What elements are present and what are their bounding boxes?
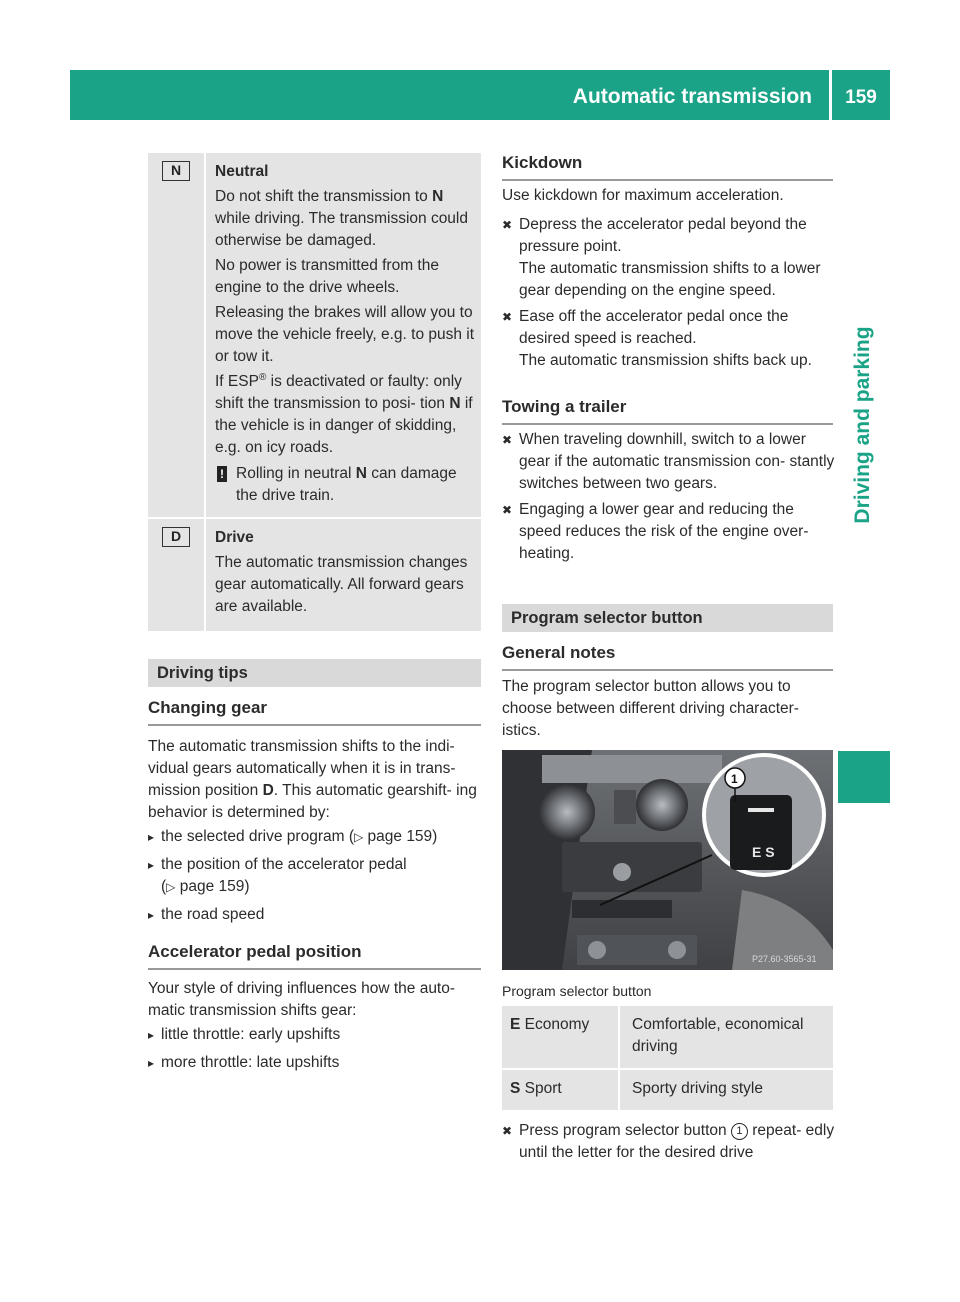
changing-gear-list bbox=[148, 826, 481, 932]
warning-note: ! Rolling in neutral N can damage the drive train. bbox=[215, 463, 475, 507]
step-item: ✖ When traveling downhill, switch to a lower gear if the automatic transmission con- stantly switches between two gears. bbox=[502, 429, 837, 495]
chapter-title: Automatic transmission bbox=[572, 85, 812, 108]
page-ref-arrow-icon: ▷ bbox=[353, 830, 364, 844]
step-item: ✖ Press program selector button 1 repeat- edly until the letter for the desired drive bbox=[502, 1120, 837, 1164]
warning-icon: ! bbox=[217, 466, 227, 482]
towing-steps bbox=[502, 429, 837, 569]
step-item: ✖ Ease off the accelerator pedal once the desired speed is reached. The automatic transmission shifts back up. bbox=[502, 306, 837, 372]
program-selector-paragraph: The program selector button allows you to choose between different driving character- istics. bbox=[502, 678, 799, 739]
side-tab bbox=[837, 125, 889, 745]
table-row: S Sport Sporty driving style bbox=[502, 1070, 833, 1112]
list-item: ▸ the selected drive program (▷ page 159) bbox=[148, 826, 481, 848]
gear-paragraph: No power is transmitted from the engine to the drive wheels. bbox=[215, 257, 439, 296]
gear-paragraph: The automatic transmission changes gear automatically. All forward gears are available. bbox=[215, 554, 468, 615]
list-item: ▸ little throttle: early upshifts bbox=[148, 1024, 481, 1046]
page-ref-arrow-icon: ▷ bbox=[166, 880, 176, 894]
page-header bbox=[70, 70, 890, 120]
svg-text:P27.60-3565-31: P27.60-3565-31 bbox=[752, 954, 817, 964]
page-ref-link[interactable]: page 159) bbox=[363, 828, 438, 845]
header-divider bbox=[829, 70, 832, 120]
svg-text:1: 1 bbox=[731, 772, 738, 786]
section-bar-program-selector: Program selector button bbox=[502, 604, 833, 632]
callout-1-icon: 1 bbox=[731, 1123, 748, 1140]
gear-paragraph: If ESP® is deactivated or faulty: only shift the transmission to posi- tion N if the vehicle is in danger of skidding, e.g. on icy roads. bbox=[215, 371, 473, 456]
table-row: E Economy Comfortable, economical driving bbox=[502, 1006, 833, 1070]
heading-kickdown: Kickdown bbox=[502, 151, 833, 181]
heading-towing: Towing a trailer bbox=[502, 395, 833, 425]
program-selector-steps bbox=[502, 1120, 837, 1168]
heading-general-notes: General notes bbox=[502, 641, 833, 671]
step-item: ✖ Depress the accelerator pedal beyond the pressure point. The automatic transmission shifts to a lower gear depending on the engine speed. bbox=[502, 214, 837, 302]
section-bar-driving-tips: Driving tips bbox=[148, 659, 481, 687]
drive-program-table bbox=[502, 1006, 833, 1112]
gear-paragraph: Releasing the brakes will allow you to move the vehicle freely, e.g. to push it or tow it. bbox=[215, 304, 475, 365]
gear-n-icon: N bbox=[162, 161, 190, 181]
gear-paragraph: Do not shift the transmission to N while driving. The transmission could otherwise be damaged. bbox=[215, 188, 468, 249]
photo-caption: Program selector button bbox=[502, 983, 652, 999]
heading-changing-gear: Changing gear bbox=[148, 696, 481, 726]
gear-position-table bbox=[148, 153, 481, 633]
gear-row-neutral bbox=[148, 153, 481, 519]
heading-accelerator-pedal: Accelerator pedal position bbox=[148, 940, 481, 970]
svg-text:E S: E S bbox=[752, 844, 775, 860]
side-tab-marker bbox=[838, 751, 890, 803]
page-number: 159 bbox=[845, 87, 877, 108]
accelerator-paragraph: Your style of driving influences how the auto- matic transmission shifts gear: bbox=[148, 980, 456, 1019]
gear-d-icon: D bbox=[162, 527, 190, 547]
changing-gear-paragraph: The automatic transmission shifts to the indi- vidual gears automatically when it is in trans- mission position D. This automatic gearshift- ing behavior is determined by: bbox=[148, 738, 477, 821]
dashboard-photo bbox=[502, 750, 833, 970]
gear-title: Drive bbox=[215, 529, 254, 546]
side-tab-label: Driving and parking bbox=[851, 326, 874, 524]
accelerator-list bbox=[148, 1024, 481, 1080]
step-item: ✖ Engaging a lower gear and reducing the speed reduces the risk of the engine over- heating. bbox=[502, 499, 837, 565]
list-item: ▸ more throttle: late upshifts bbox=[148, 1052, 481, 1074]
gear-row-drive bbox=[148, 519, 481, 633]
page-ref-link[interactable]: page 159) bbox=[175, 878, 250, 895]
list-item: ▸ the road speed bbox=[148, 904, 481, 926]
gear-title: Neutral bbox=[215, 163, 269, 180]
kickdown-paragraph: Use kickdown for maximum acceleration. bbox=[502, 187, 784, 204]
kickdown-steps bbox=[502, 214, 837, 376]
list-item: ▸ the position of the accelerator pedal (▷ page 159) bbox=[148, 854, 481, 898]
